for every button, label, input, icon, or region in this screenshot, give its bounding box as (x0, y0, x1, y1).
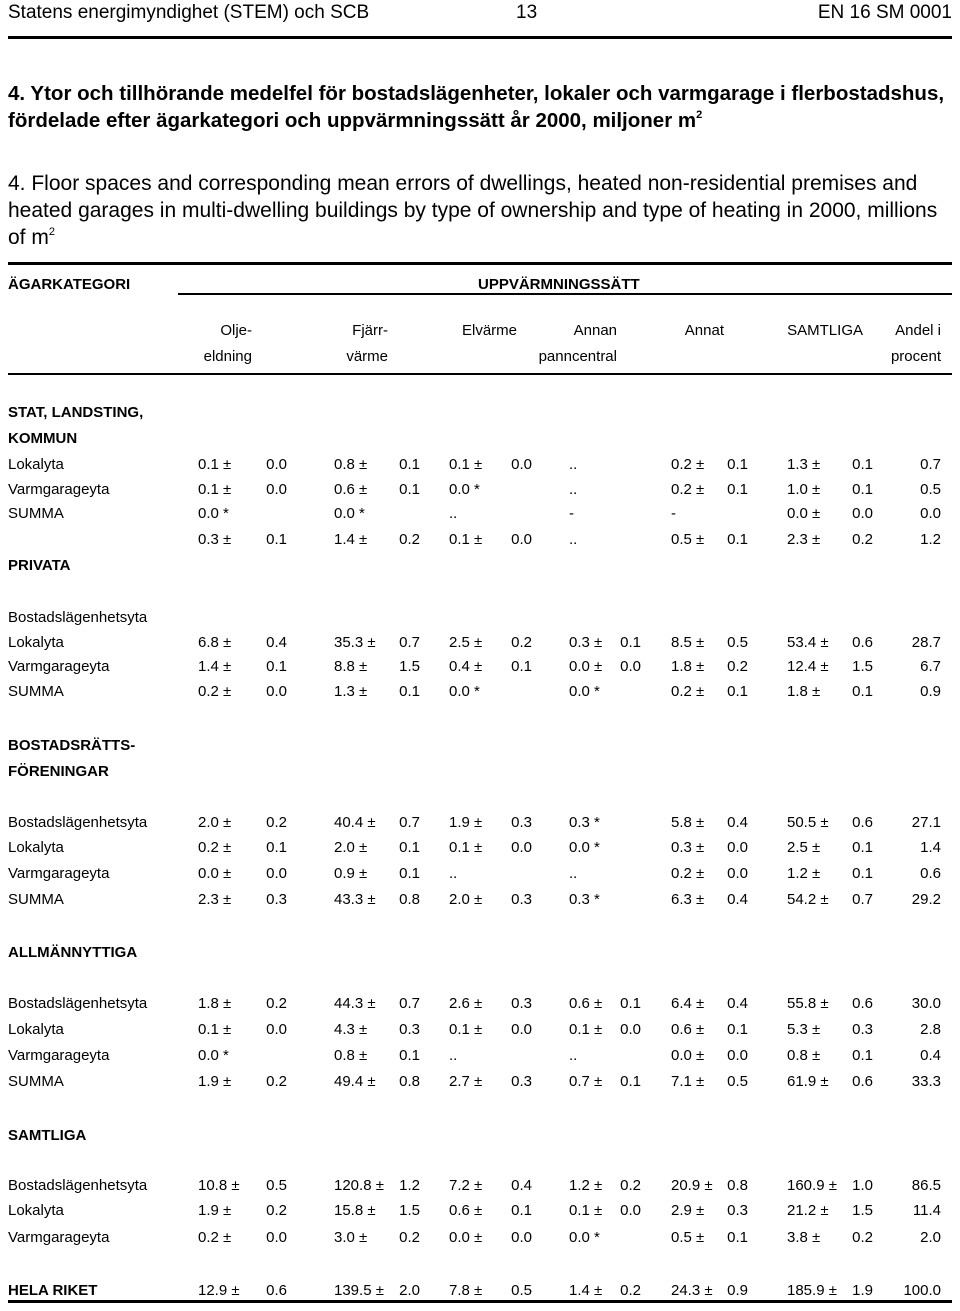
cell-error: 0.3 (727, 1202, 748, 1219)
cell-error: 0.1 (266, 839, 287, 856)
cell-value: 61.9 ± (787, 1073, 829, 1090)
cell-value: .. (569, 456, 578, 473)
section-privata: PRIVATA (8, 557, 71, 574)
row-label: Bostadslägenhetsyta (8, 609, 148, 626)
cell-error: 0.1 (620, 1073, 641, 1090)
cell-share: 6.7 (920, 658, 941, 675)
cell-error: 0.0 (727, 1047, 748, 1064)
cell-value: 2.0 ± (334, 839, 368, 856)
row-label: Varmgarageyta (8, 481, 110, 498)
cell-error: 1.5 (852, 1202, 873, 1219)
cell-value: 120.8 ± (334, 1177, 384, 1194)
cell-value: 0.4 ± (449, 658, 483, 675)
cell-error: 0.3 (266, 891, 287, 908)
table-row (0, 891, 960, 913)
table-row (0, 995, 960, 1017)
cell-error: 0.5 (727, 1073, 748, 1090)
cell-error: 0.5 (727, 634, 748, 651)
cell-value: 2.0 ± (198, 814, 232, 831)
cell-value: 160.9 ± (787, 1177, 837, 1194)
cell-error: 0.0 (727, 839, 748, 856)
cell-error: 0.2 (266, 814, 287, 831)
cell-share: 86.5 (911, 1177, 941, 1194)
cell-share: 33.3 (911, 1073, 941, 1090)
cell-error: 0.0 (511, 1229, 532, 1246)
owner-category-header: ÄGARKATEGORI (8, 276, 131, 293)
cell-value: 1.9 ± (449, 814, 483, 831)
cell-value: .. (449, 505, 458, 522)
table-row (0, 1021, 960, 1043)
cell-value: 10.8 ± (198, 1177, 240, 1194)
cell-error: 0.0 (266, 865, 287, 882)
cell-error: 0.4 (266, 634, 287, 651)
cell-value: 5.3 ± (787, 1021, 821, 1038)
cell-error: 0.1 (727, 456, 748, 473)
column-header-3-line1: Elvärme (461, 322, 517, 339)
cell-value: 8.8 ± (334, 658, 368, 675)
row-label: Varmgarageyta (8, 1047, 110, 1064)
cell-error: 0.0 (620, 1021, 641, 1038)
column-header-1-line1: Olje- (220, 322, 252, 339)
cell-error: 0.6 (852, 634, 873, 651)
cell-value: 185.9 ± (787, 1282, 837, 1299)
cell-value: 43.3 ± (334, 891, 376, 908)
cell-value: 1.4 ± (198, 658, 232, 675)
cell-error: 0.7 (399, 995, 420, 1012)
column-header-4-line2: panncentral (538, 348, 617, 365)
cell-value: 0.1 ± (449, 1021, 483, 1038)
cell-value: 0.0 ± (198, 865, 232, 882)
cell-value: 4.3 ± (334, 1021, 368, 1038)
header-page-number: 13 (516, 2, 538, 23)
cell-value: 0.1 ± (569, 1202, 603, 1219)
cell-value: 0.3 ± (569, 634, 603, 651)
cell-error: 0.2 (727, 658, 748, 675)
cell-error: 0.1 (727, 481, 748, 498)
section-bostadsratts-line2: FÖRENINGAR (8, 763, 109, 780)
cell-value: 0.0 * (198, 505, 229, 522)
cell-error: 0.0 (620, 1202, 641, 1219)
cell-value: 53.4 ± (787, 634, 829, 651)
cell-value: 0.0 ± (671, 1047, 705, 1064)
table-row (0, 865, 960, 887)
cell-share: 1.2 (920, 531, 941, 548)
cell-value: 1.8 ± (198, 995, 232, 1012)
cell-error: 0.0 (266, 1021, 287, 1038)
cell-value: 0.1 ± (449, 839, 483, 856)
section-stat-landsting-kommun-line2: KOMMUN (8, 430, 78, 447)
cell-value: 0.0 ± (787, 505, 821, 522)
cell-value: 3.0 ± (334, 1229, 368, 1246)
cell-value: 5.8 ± (671, 814, 705, 831)
heating-method-header: UPPVÄRMNINGSSÄTT (478, 276, 640, 293)
table-row (0, 481, 960, 503)
cell-value: 21.2 ± (787, 1202, 829, 1219)
table-row (0, 456, 960, 478)
cell-value: 0.2 ± (671, 865, 705, 882)
cell-value: 6.4 ± (671, 995, 705, 1012)
cell-value: 20.9 ± (671, 1177, 713, 1194)
section-bostadsratts: BOSTADSRÄTTS- (8, 737, 136, 754)
cell-value: 2.7 ± (449, 1073, 483, 1090)
cell-value: 55.8 ± (787, 995, 829, 1012)
header-series-code: EN 16 SM 0001 (817, 2, 952, 23)
cell-error: 0.0 (266, 1229, 287, 1246)
cell-share: 1.4 (920, 839, 941, 856)
table-row (0, 531, 960, 553)
cell-error: 0.1 (852, 865, 873, 882)
row-label: SUMMA (8, 683, 64, 700)
cell-error: 0.0 (620, 658, 641, 675)
cell-value: .. (449, 1047, 458, 1064)
cell-value: 0.2 ± (671, 481, 705, 498)
table-row (0, 505, 960, 527)
cell-value: .. (569, 865, 578, 882)
cell-value: 2.5 ± (787, 839, 821, 856)
cell-share: 0.7 (920, 456, 941, 473)
cell-value: 0.1 ± (198, 1021, 232, 1038)
cell-error: 0.1 (727, 683, 748, 700)
table-row (0, 1047, 960, 1069)
cell-value: 0.8 ± (334, 1047, 368, 1064)
cell-error: 0.2 (620, 1177, 641, 1194)
cell-error: 1.5 (399, 658, 420, 675)
cell-value: 0.6 ± (334, 481, 368, 498)
table-row (0, 1202, 960, 1224)
cell-share: 2.0 (920, 1229, 941, 1246)
column-header-7-line1: Andel i (895, 322, 941, 339)
cell-error: 0.8 (399, 1073, 420, 1090)
cell-error: 0.1 (266, 658, 287, 675)
cell-value: 0.6 ± (569, 995, 603, 1012)
cell-error: 0.1 (399, 456, 420, 473)
cell-error: 0.1 (727, 1229, 748, 1246)
column-header-rule (8, 373, 952, 375)
section-stat-landsting-kommun: STAT, LANDSTING, (8, 404, 144, 421)
cell-error: 0.0 (511, 531, 532, 548)
row-label: Bostadslägenhetsyta (8, 995, 148, 1012)
table-row (0, 634, 960, 656)
cell-error: 0.3 (511, 814, 532, 831)
cell-error: 1.2 (399, 1177, 420, 1194)
cell-value: 1.9 ± (198, 1073, 232, 1090)
cell-value: 0.8 ± (787, 1047, 821, 1064)
cell-share: 27.1 (911, 814, 941, 831)
cell-value: .. (569, 531, 578, 548)
cell-value: 2.0 ± (449, 891, 483, 908)
cell-value: 0.0 ± (449, 1229, 483, 1246)
table-row (0, 658, 960, 680)
cell-value: 0.2 ± (198, 1229, 232, 1246)
cell-value: 0.2 ± (198, 683, 232, 700)
cell-value: 1.0 ± (787, 481, 821, 498)
cell-error: 0.2 (852, 1229, 873, 1246)
cell-value: 0.6 ± (449, 1202, 483, 1219)
cell-error: 0.0 (266, 456, 287, 473)
table-row (0, 1177, 960, 1199)
cell-value: 0.0 * (449, 481, 480, 498)
cell-value: 0.2 ± (671, 683, 705, 700)
cell-value: 6.3 ± (671, 891, 705, 908)
cell-error: 0.0 (852, 505, 873, 522)
title-sv-text: 4. Ytor och tillhörande medelfel för bostadslägenheter, lokaler och varmgarage i flerbostadshus, fördelade efter ägarkategori och uppvärmningssätt år 2000, miljoner m (8, 82, 945, 132)
cell-error: 0.1 (266, 531, 287, 548)
title-sv-superscript: 2 (696, 109, 703, 121)
cell-error: 0.1 (399, 1047, 420, 1064)
cell-value: 40.4 ± (334, 814, 376, 831)
cell-value: 0.3 ± (198, 531, 232, 548)
cell-error: 0.2 (511, 634, 532, 651)
cell-value: 0.0 * (334, 505, 365, 522)
cell-error: 0.2 (399, 531, 420, 548)
row-label: Bostadslägenhetsyta (8, 1177, 148, 1194)
cell-error: 0.7 (852, 891, 873, 908)
cell-error: 0.0 (727, 865, 748, 882)
cell-error: 0.1 (727, 531, 748, 548)
cell-share: 30.0 (911, 995, 941, 1012)
cell-share: 28.7 (911, 634, 941, 651)
cell-error: 0.0 (511, 1021, 532, 1038)
cell-value: 0.8 ± (334, 456, 368, 473)
column-header-2-line2: värme (346, 348, 388, 365)
cell-value: 12.4 ± (787, 658, 829, 675)
title-en-text: 4. Floor spaces and corresponding mean errors of dwellings, heated non-residential premises and heated garages in multi-dwelling buildings by type of ownership and type of heating in 2000, millions of m (8, 172, 938, 249)
cell-error: 0.3 (511, 995, 532, 1012)
cell-error: 0.1 (852, 683, 873, 700)
table-row (0, 839, 960, 861)
heating-header-rule (178, 293, 952, 295)
cell-value: 50.5 ± (787, 814, 829, 831)
cell-share: 2.8 (920, 1021, 941, 1038)
cell-error: 0.9 (727, 1282, 748, 1299)
column-header-1-line2: eldning (203, 348, 252, 365)
cell-value: 2.9 ± (671, 1202, 705, 1219)
section-allmannyttiga: ALLMÄNNYTTIGA (8, 944, 138, 961)
cell-error: 0.7 (399, 634, 420, 651)
row-label: Varmgarageyta (8, 658, 110, 675)
table-bottom-rule (8, 1300, 952, 1303)
cell-error: 0.6 (852, 1073, 873, 1090)
cell-error: 0.7 (399, 814, 420, 831)
cell-error: 0.2 (266, 1202, 287, 1219)
cell-value: - (671, 505, 676, 522)
cell-share: 0.9 (920, 683, 941, 700)
table-row (0, 814, 960, 836)
cell-value: 12.9 ± (198, 1282, 240, 1299)
cell-error: 0.3 (399, 1021, 420, 1038)
cell-value: 0.3 * (569, 814, 600, 831)
cell-share: 0.0 (920, 505, 941, 522)
cell-value: 0.7 ± (569, 1073, 603, 1090)
cell-value: 24.3 ± (671, 1282, 713, 1299)
cell-value: 0.5 ± (671, 531, 705, 548)
table-row (0, 1073, 960, 1095)
row-label: Lokalyta (8, 1202, 64, 1219)
row-label: Bostadslägenhetsyta (8, 814, 148, 831)
cell-value: 8.5 ± (671, 634, 705, 651)
cell-value: 6.8 ± (198, 634, 232, 651)
cell-share: 11.4 (912, 1202, 941, 1219)
header-publisher: Statens energimyndighet (STEM) och SCB (8, 2, 370, 23)
cell-error: 1.9 (852, 1282, 873, 1299)
row-label: SUMMA (8, 1073, 64, 1090)
cell-value: 1.2 ± (569, 1177, 603, 1194)
cell-error: 1.5 (399, 1202, 420, 1219)
cell-error: 0.2 (399, 1229, 420, 1246)
cell-error: 0.2 (852, 531, 873, 548)
cell-value: 44.3 ± (334, 995, 376, 1012)
cell-value: 1.4 ± (334, 531, 368, 548)
cell-value: 1.9 ± (198, 1202, 232, 1219)
cell-error: 0.4 (511, 1177, 532, 1194)
column-header-5-line1: Annat (684, 322, 724, 339)
cell-value: 139.5 ± (334, 1282, 384, 1299)
table-row (0, 609, 960, 631)
cell-value: 1.3 ± (787, 456, 821, 473)
table-row (0, 1229, 960, 1251)
row-label: SUMMA (8, 505, 64, 522)
cell-value: 7.2 ± (449, 1177, 483, 1194)
cell-error: 0.1 (620, 634, 641, 651)
cell-error: 0.3 (852, 1021, 873, 1038)
row-label: Varmgarageyta (8, 1229, 110, 1246)
header-rule (8, 36, 952, 39)
cell-error: 0.5 (511, 1282, 532, 1299)
cell-value: .. (569, 481, 578, 498)
cell-error: 0.0 (266, 481, 287, 498)
cell-share: 29.2 (911, 891, 941, 908)
column-header-7-line2: procent (890, 348, 941, 365)
cell-value: .. (449, 865, 458, 882)
cell-error: 0.1 (727, 1021, 748, 1038)
cell-error: 0.0 (511, 839, 532, 856)
cell-error: 0.2 (620, 1282, 641, 1299)
row-label: Varmgarageyta (8, 865, 110, 882)
column-header-2-line1: Fjärr- (352, 322, 388, 339)
cell-value: 35.3 ± (334, 634, 376, 651)
cell-error: 0.4 (727, 891, 748, 908)
cell-error: 1.5 (852, 658, 873, 675)
cell-error: 0.1 (852, 1047, 873, 1064)
cell-error: 2.0 (399, 1282, 420, 1299)
cell-error: 0.1 (399, 839, 420, 856)
cell-value: 0.5 ± (671, 1229, 705, 1246)
cell-value: 0.3 ± (671, 839, 705, 856)
cell-value: 0.1 ± (449, 456, 483, 473)
cell-error: 0.3 (511, 891, 532, 908)
row-label: Lokalyta (8, 839, 64, 856)
cell-error: 0.8 (399, 891, 420, 908)
cell-value: 0.2 ± (671, 456, 705, 473)
cell-value: 0.3 * (569, 891, 600, 908)
cell-value: .. (569, 1047, 578, 1064)
cell-share: 0.6 (920, 865, 941, 882)
cell-value: 7.1 ± (671, 1073, 705, 1090)
cell-error: 1.0 (852, 1177, 873, 1194)
row-label: Lokalyta (8, 456, 64, 473)
cell-value: 0.0 * (569, 1229, 600, 1246)
row-label: Lokalyta (8, 1021, 64, 1038)
cell-value: 0.9 ± (334, 865, 368, 882)
row-label: SUMMA (8, 891, 64, 908)
cell-value: 0.1 ± (198, 456, 232, 473)
cell-error: 0.2 (266, 995, 287, 1012)
cell-error: 0.4 (727, 814, 748, 831)
cell-value: 1.8 ± (787, 683, 821, 700)
cell-error: 0.0 (266, 683, 287, 700)
cell-value: 0.2 ± (198, 839, 232, 856)
cell-error: 0.1 (620, 995, 641, 1012)
cell-error: 0.1 (852, 839, 873, 856)
cell-error: 0.1 (399, 683, 420, 700)
cell-error: 0.0 (511, 456, 532, 473)
cell-value: 54.2 ± (787, 891, 829, 908)
cell-value: 0.0 * (569, 839, 600, 856)
table-row (0, 683, 960, 705)
column-header-4-line1: Annan (573, 322, 617, 339)
title-en-superscript: 2 (48, 226, 55, 238)
cell-value: 15.8 ± (334, 1202, 376, 1219)
cell-value: 49.4 ± (334, 1073, 376, 1090)
cell-value: 0.0 ± (569, 658, 603, 675)
cell-value: 0.0 * (449, 683, 480, 700)
cell-value: 1.3 ± (334, 683, 368, 700)
cell-value: 2.6 ± (449, 995, 483, 1012)
cell-error: 0.5 (266, 1177, 287, 1194)
table-title-swedish (8, 80, 952, 134)
cell-value: 0.1 ± (198, 481, 232, 498)
table-title-english (8, 170, 952, 251)
cell-value: - (569, 505, 574, 522)
cell-error: 0.2 (266, 1073, 287, 1090)
cell-value: 1.8 ± (671, 658, 705, 675)
cell-value: 3.8 ± (787, 1229, 821, 1246)
cell-value: 0.1 ± (569, 1021, 603, 1038)
cell-error: 0.1 (399, 481, 420, 498)
cell-error: 0.1 (511, 1202, 532, 1219)
cell-share: 0.5 (920, 481, 941, 498)
cell-value: 2.5 ± (449, 634, 483, 651)
cell-error: 0.1 (511, 658, 532, 675)
cell-error: 0.1 (852, 456, 873, 473)
cell-error: 0.6 (852, 995, 873, 1012)
cell-value: 0.6 ± (671, 1021, 705, 1038)
cell-value: 0.0 * (198, 1047, 229, 1064)
column-header-6-line1: SAMTLIGA (787, 322, 863, 339)
section-samtliga: SAMTLIGA (8, 1127, 87, 1144)
cell-share: 0.4 (920, 1047, 941, 1064)
cell-error: 0.3 (511, 1073, 532, 1090)
cell-value: 0.1 ± (449, 531, 483, 548)
cell-error: 0.6 (852, 814, 873, 831)
row-label: HELA RIKET (8, 1282, 98, 1299)
cell-error: 0.1 (399, 865, 420, 882)
cell-error: 0.1 (852, 481, 873, 498)
cell-value: 0.0 * (569, 683, 600, 700)
row-label: Lokalyta (8, 634, 64, 651)
cell-value: 7.8 ± (449, 1282, 483, 1299)
cell-value: 1.2 ± (787, 865, 821, 882)
cell-error: 0.6 (266, 1282, 287, 1299)
cell-error: 0.4 (727, 995, 748, 1012)
cell-value: 1.4 ± (569, 1282, 603, 1299)
cell-value: 2.3 ± (787, 531, 821, 548)
cell-value: 2.3 ± (198, 891, 232, 908)
table-top-rule (8, 262, 952, 265)
cell-share: 100.0 (903, 1282, 941, 1299)
cell-error: 0.8 (727, 1177, 748, 1194)
